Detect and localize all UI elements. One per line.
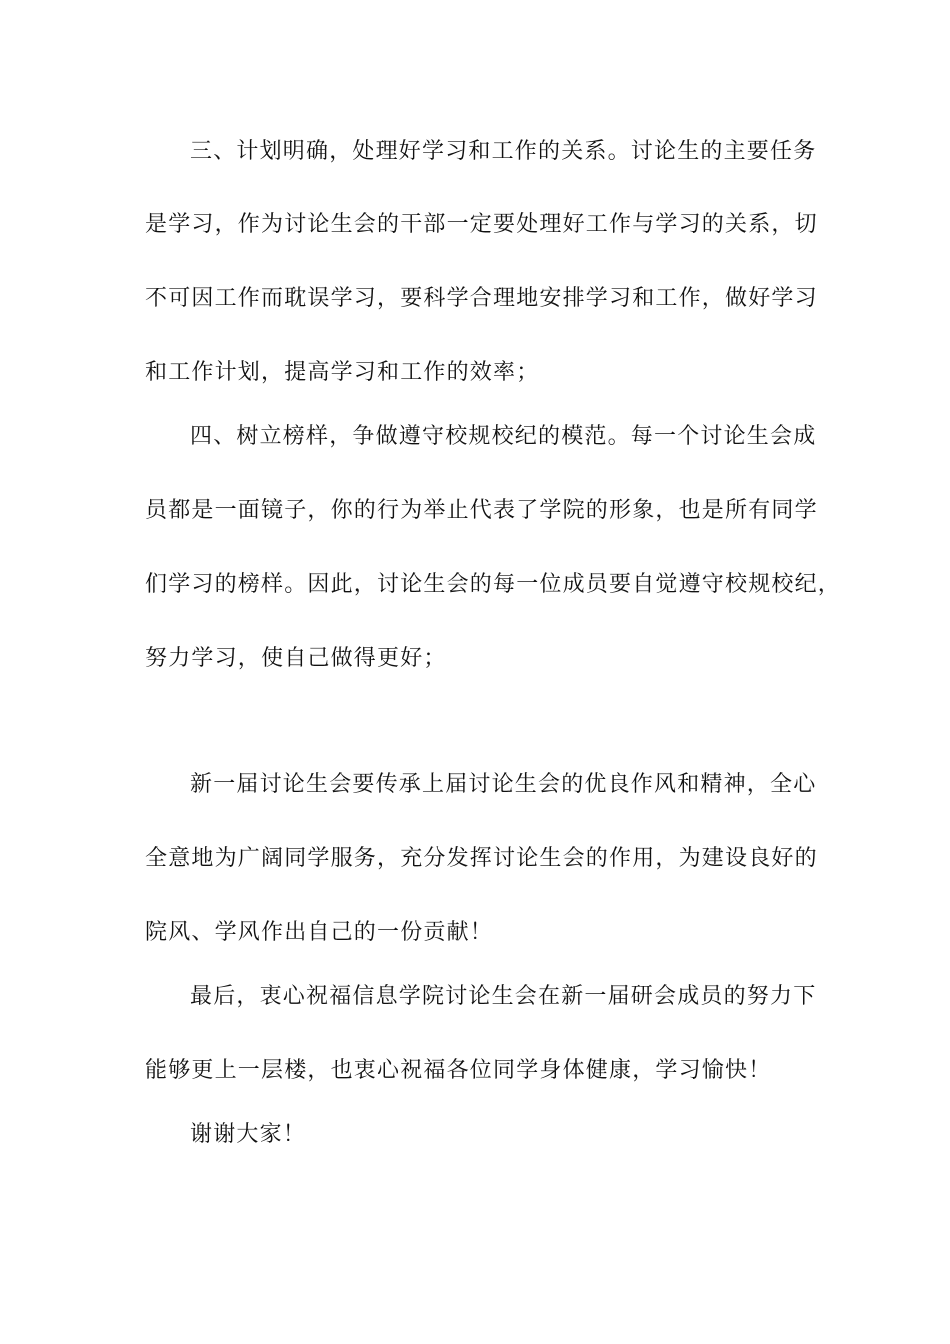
paragraph-3-line-1: 三、计划明确，处理好学习和工作的关系。讨论生的主要任务 [190, 139, 817, 164]
paragraph-3-line-2: 是学习，作为讨论生会的干部一定要处理好工作与学习的关系，切 [145, 212, 818, 237]
final-wishes-line-2: 能够更上一层楼，也衷心祝福各位同学身体健康，学习愉快！ [145, 1058, 772, 1083]
closing-paragraph-line-2: 全意地为广阔同学服务，充分发挥讨论生会的作用，为建设良好的 [145, 846, 818, 871]
paragraph-3-line-4: 和工作计划，提高学习和工作的效率； [145, 360, 540, 385]
paragraph-4-line-1: 四、树立榜样，争做遵守校规校纪的模范。每一个讨论生会成 [190, 424, 817, 449]
paragraph-4-line-2: 员都是一面镜子，你的行为举止代表了学院的形象，也是所有同学 [145, 498, 818, 523]
paragraph-3-line-3: 不可因工作而耽误学习，要科学合理地安排学习和工作，做好学习 [145, 286, 818, 311]
closing-paragraph-line-3: 院风、学风作出自己的一份贡献！ [145, 920, 494, 945]
paragraph-4-line-3: 们学习的榜样。因此，讨论生会的每一位成员要自觉遵守校规校纪， [145, 572, 842, 597]
closing-paragraph-line-1: 新一届讨论生会要传承上届讨论生会的优良作风和精神，全心 [190, 772, 817, 797]
paragraph-4-line-4: 努力学习，使自己做得更好； [145, 646, 447, 671]
thanks-line: 谢谢大家！ [190, 1122, 307, 1147]
final-wishes-line-1: 最后，衷心祝福信息学院讨论生会在新一届研会成员的努力下 [190, 984, 817, 1009]
